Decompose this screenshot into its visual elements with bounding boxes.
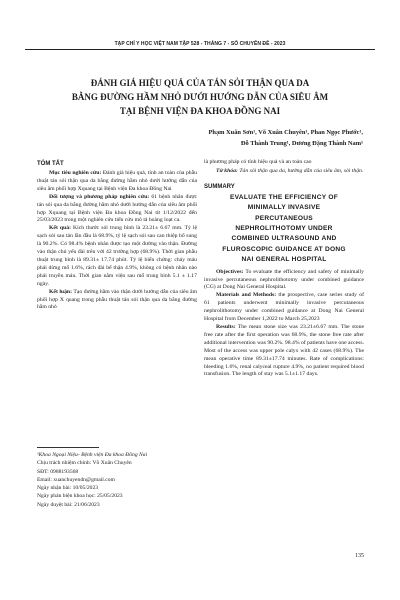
- summary-heading: SUMMARY: [204, 183, 235, 190]
- english-title-line: COMBINED ULTRASOUND AND: [231, 235, 337, 243]
- footnotes: [37, 451, 197, 509]
- footnote-affiliation: ¹Khoa Ngoại Niệu- Bệnh viện Đa khoa Đồng Nai: [37, 452, 148, 458]
- author-list: [163, 128, 363, 149]
- footnote-received: Ngày nhận bài: 10/05/2023: [37, 485, 99, 492]
- footnote-email: Email: xuanchuyendn@gmail.com: [37, 476, 115, 483]
- materials-methods-lead: Materials and Methods:: [216, 292, 277, 299]
- keywords: [204, 168, 364, 176]
- abstract-objective: [37, 170, 197, 194]
- abstract-conclusion-continued: [204, 159, 364, 167]
- summary-objectives: [204, 269, 364, 293]
- methods-text: 61 bệnh nhân được tán sỏi qua da bằng đường hầm nhỏ dưới hướng dẫn của siêu âm phối hợp Xquang tại Bệnh viện Đa khoa Đồng Nai từ 1/12/2022 đến 25/03/2023 trong một nghiên cứu tiến cứu mô tả hoàng loạt ca.: [37, 193, 198, 224]
- materials-methods-text: the prospective, case series study of 61 patients underwent minimally invasive percutaneous nephrolithotomy under combined guidance at Dong Nai General Hospital from December 1,2022 to March 25,2023: [204, 292, 364, 323]
- conclusion-lead: Kết luận:: [49, 288, 72, 295]
- article-title: [20, 76, 380, 118]
- keywords-text: Tán sỏi thận qua da, hướng dẫn của siêu âm, sỏi thận.: [237, 167, 364, 174]
- english-title-line: NAI GENERAL HOSPITAL: [241, 256, 327, 264]
- header-rule: [25, 49, 375, 50]
- abstract-results: [37, 225, 197, 288]
- conclusion-continued-text: là phương pháp có tính hiệu quả và an toàn cao: [204, 159, 312, 165]
- summary-results: [204, 324, 364, 379]
- page-number: 135: [355, 553, 364, 559]
- summary-results-lead: Results:: [216, 324, 236, 330]
- english-title-line: MINIMALLY INVASIVE: [247, 204, 321, 212]
- results-lead: Kết quả:: [49, 225, 71, 232]
- objectives-text: To evaluate the efficiency and safety of minimally invasive percutaneous nephrolithotomy under combined guidance (CG) at Dong Nai General Hospital.: [204, 268, 364, 291]
- english-title: [204, 193, 364, 266]
- journal-running-header: TẠP CHÍ Y HỌC VIỆT NAM TẬP 528 - THÁNG 7 - SỐ CHUYÊN ĐỀ - 2023: [114, 41, 286, 47]
- authors-line: Phạm Xuân Sơn¹, Võ Xuân Chuyên¹, Phan Ngọc Phước¹,: [208, 129, 363, 136]
- footnote-reviewed: Ngày phản biện khoa học: 25/05/2023: [37, 493, 123, 500]
- right-column: [204, 159, 364, 379]
- title-line: BẰNG ĐƯỜNG HẦM NHỎ DƯỚI HƯỚNG DẪN CỦA SIÊU ÂM: [71, 92, 329, 102]
- results-text: Kích thước sỏi trung bình là 23.21± 6.67 mm. Tỷ lệ sạch sỏi sau tán lần đầu là 68.9%, tỷ lệ sạch sỏi sau can thiệp bổ sung là 90.2%. Có 98.4% bệnh nhân được tạo một đường vào thận. Đường vào thận chủ yếu đài trên với 42 trường hợp (68.9%). Thời gian phẫu thuật trung bình là 89.31± 17.74 phút. Tỷ lệ biến chứng: chảy máu phải dừng mổ 1.6%, rách đài bể thận 4.9%, không có bệnh nhân nào phải truyền máu. Thời gian nằm viện sau mổ trung bình 5.1 ± 1.17 ngày.: [37, 225, 197, 287]
- summary-methods: [204, 292, 364, 324]
- footnote-rule: [37, 447, 99, 448]
- english-title-line: NEPHROLITHOTOMY UNDER: [235, 225, 333, 233]
- footnote-corresponding: Chịu trách nhiệm chính: Võ Xuân Chuyên: [37, 460, 132, 467]
- keywords-lead: Từ khóa:: [216, 167, 238, 174]
- authors-line: Đỗ Thành Trung¹, Dương Đặng Thành Nam¹: [240, 139, 363, 147]
- footnote-accepted: Ngày duyệt bài: 21/06/2023: [37, 501, 100, 508]
- title-line: TẠI BỆNH VIỆN ĐA KHOA ĐỒNG NAI: [119, 106, 281, 116]
- left-column: [37, 160, 197, 312]
- objectives-lead: Objectives:: [216, 268, 244, 275]
- methods-lead: Đối tượng và phương pháp nghiên cứu:: [49, 193, 150, 200]
- english-title-line: FLUROSCOPIC GUIDANCE AT DONG: [222, 245, 346, 253]
- english-title-line: EVALUATE THE EFFICIENCY OF: [230, 193, 338, 201]
- abstract-vi-heading: TÓM TẮT: [37, 161, 64, 167]
- objective-lead: Mục tiêu nghiên cứu:: [49, 170, 102, 176]
- objective-text: Đánh giá hiệu quả, tính an toàn của phẫu thuật tán sỏi thận qua da bằng đường hầm nhỏ dưới hướng dẫn của siêu âm phối hợp Xquang tại Bệnh viện Đa khoa Đồng Nai: [37, 170, 197, 192]
- footnote-phone: SĐT: 0988193568: [37, 468, 79, 475]
- summary-results-text: The mean stone size was 23.21±6.67 mm. The stone free rate after the first operation was 68.9%, the stone free rate after additional intervention was 90.2%. 98.4% of patients have one access. Most of the access was upper pole calyx with 42 cases (68.9%). The mean operative time 89.31±17.74 minutes. Rate of complications: bleeding 1.6%, renal calyceal rupture 4.9%, no patient required blood transfusion. The length of stay was 5.1±1.17 days.: [204, 324, 364, 378]
- conclusion-text: Tạo đường hầm vào thận dưới hướng dẫn của siêu âm phối hợp X quang trong phẫu thuật tán sỏi thận qua da bằng đường hầm nhỏ: [37, 288, 197, 311]
- abstract-methods: [37, 194, 197, 226]
- english-title-line: PERCUTANEOUS: [255, 214, 313, 222]
- abstract-conclusion: [37, 289, 197, 313]
- title-line: ĐÁNH GIÁ HIỆU QUẢ CỦA TÁN SỎI THẬN QUA DA: [90, 78, 310, 88]
